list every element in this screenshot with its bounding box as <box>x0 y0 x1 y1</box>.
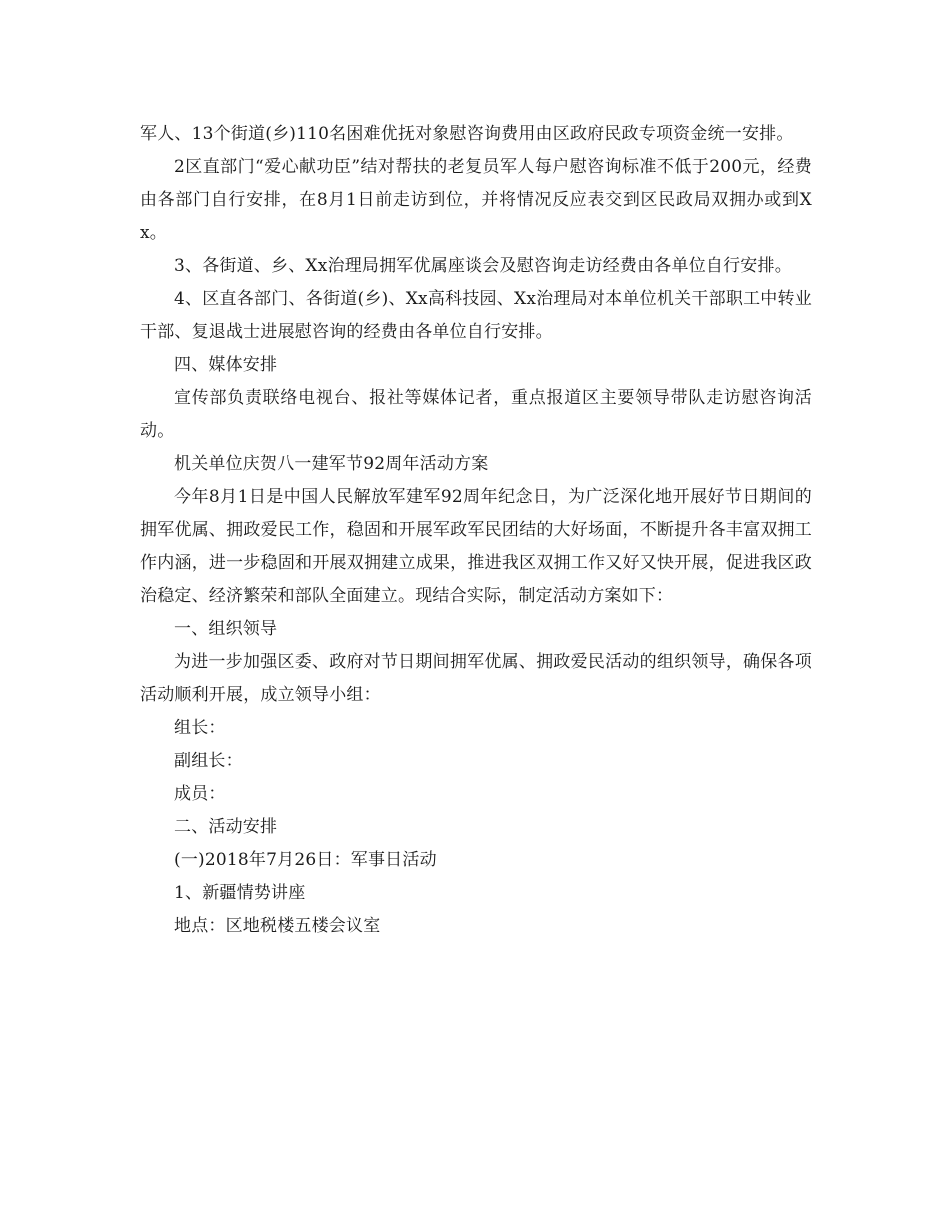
paragraph-2: 2区直部门“爱心献功臣”结对帮扶的老复员军人每户慰咨询标准不低于200元，经费由各部门自行安排，在8月1日前走访到位，并将情况反应表交到区民政局双拥办或到Xx。 <box>140 157 812 243</box>
document-body <box>140 118 812 943</box>
deputy-leader-line: 副组长： <box>174 751 243 771</box>
section-heading-media: 四、媒体安排 <box>174 355 278 375</box>
activity-item-1: 1、新疆情势讲座 <box>174 883 306 903</box>
paragraph-4: 4、区直各部门、各街道(乡)、Xx高科技园、Xx治理局对本单位机关干部职工中转业干部、复退战士进展慰咨询的经费由各单位自行安排。 <box>140 289 812 342</box>
paragraph-1: 军人、13个街道(乡)110名困难优抚对象慰咨询费用由区政府民政专项资金统一安排。 <box>140 124 794 144</box>
paragraph-5: 宣传部负责联络电视台、报社等媒体记者，重点报道区主要领导带队走访慰咨询活动。 <box>140 388 812 441</box>
section-heading-organization: 一、组织领导 <box>174 619 278 639</box>
location-line: 地点：区地税楼五楼会议室 <box>174 916 381 936</box>
group-leader-line: 组长： <box>174 718 226 738</box>
section-heading-activities: 二、活动安排 <box>174 817 278 837</box>
paragraph-3: 3、各街道、乡、Xx治理局拥军优属座谈会及慰咨询走访经费由各单位自行安排。 <box>174 256 792 276</box>
members-line: 成员： <box>174 784 226 804</box>
paragraph-7: 为进一步加强区委、政府对节日期间拥军优属、拥政爱民活动的组织领导，确保各项活动顺利开展，成立领导小组： <box>140 652 812 705</box>
document-title: 机关单位庆贺八一建军节92周年活动方案 <box>174 454 489 474</box>
activity-date-line: (一)2018年7月26日：军事日活动 <box>174 850 437 870</box>
paragraph-6: 今年8月1日是中国人民解放军建军92周年纪念日，为广泛深化地开展好节日期间的拥军优属、拥政爱民工作，稳固和开展军政军民团结的大好场面，不断提升各丰富双拥工作内涵，进一步稳固和开展双拥建立成果，推进我区双拥工作又好又快开展，促进我区政治稳定、经济繁荣和部队全面建立。现结合实际，制定活动方案如下： <box>140 487 812 606</box>
